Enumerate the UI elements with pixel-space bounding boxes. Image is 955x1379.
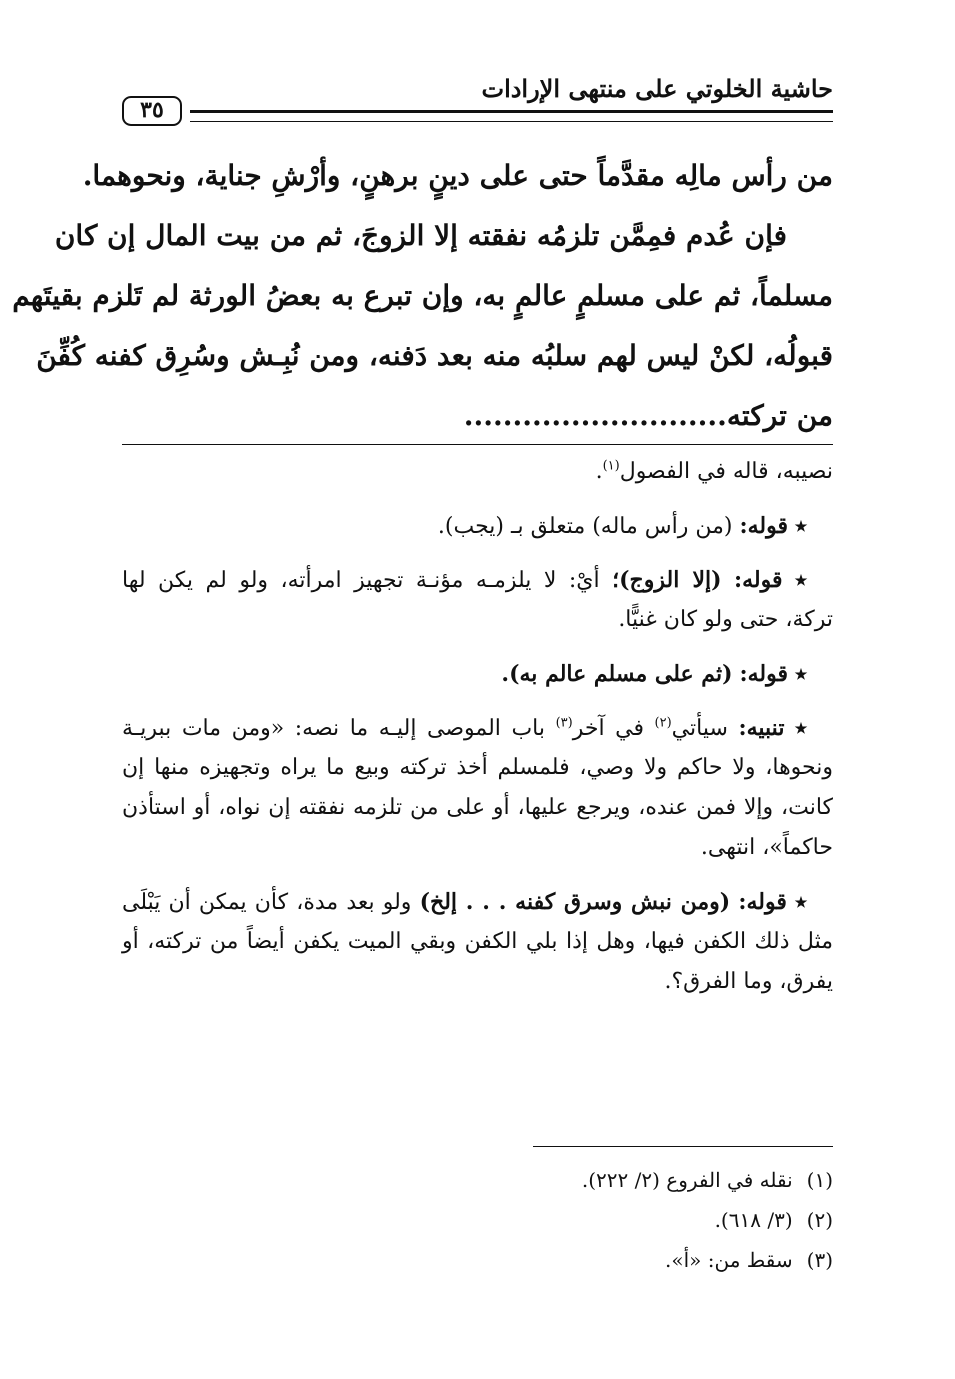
star-marker: ٭	[795, 715, 808, 741]
footnote-1	[122, 1160, 833, 1200]
footnote-ref-3: (٣)	[555, 715, 573, 731]
gap	[122, 546, 833, 560]
main-line-5-text: من تركته	[726, 399, 833, 432]
commentary-p5-a: سيأتي	[671, 716, 728, 741]
star-marker: ٭	[795, 513, 807, 539]
commentary-p5-line2: ونحوها، ولا حاكم ولا وصي، فلمسلم أخذ تركته وبيع ما يراه وتجهيزه منها إن	[122, 755, 833, 780]
footnote-number: (١)	[806, 1168, 833, 1192]
commentary-p1	[122, 452, 833, 492]
commentary-p6-line1	[122, 882, 833, 922]
leader-dots: ...........................	[463, 399, 727, 432]
footnote-ref-2: (٢)	[654, 715, 672, 731]
commentary-p2-text: (من رأس ماله) متعلق بـ (يجب).	[437, 514, 733, 539]
footnote-number: (٣)	[806, 1248, 833, 1272]
star-marker: ٭	[795, 567, 807, 593]
commentary-p3-text: أيْ: لا يلزمـه مؤنـة تجهيز امرأته، ولو لم يكن لها	[122, 568, 600, 593]
gap	[122, 868, 833, 882]
commentary-keyword: قوله:	[734, 567, 783, 593]
commentary-p5-line4: حاكماً»، انتهى.	[700, 835, 833, 860]
commentary-p1-end: .	[595, 459, 603, 484]
footnote-text: نقله في الفروع (٢/ ٢٢٢).	[581, 1168, 793, 1192]
commentary-p1-text: نصيبه، قاله في الفصول	[619, 459, 833, 484]
main-line-1: من رأس مالِه مقدَّماً حتى على دينٍ برهنٍ، وأرْشِ جناية، ونحوهما.	[82, 159, 833, 192]
commentary-p5-b: في آخر	[572, 716, 644, 741]
commentary-p3-line1	[122, 560, 833, 600]
footnote-ref-1: (١)	[602, 458, 620, 474]
header-rule	[190, 110, 833, 122]
commentary-p5-line3: كانت، وإلا فمن عنده، ويرجع عليها، أو على من تلزمه نفقته إن نواه، أو استأذن	[122, 795, 833, 820]
commentary-quote: (ومن نبش وسرق كفنه . . . إلخ)	[419, 889, 731, 915]
commentary-p3-line2: تركة، حتى ولو كان غنيًّا.	[618, 607, 833, 632]
footnote-text: سقط من: «أ».	[665, 1248, 793, 1272]
footnote-number: (٢)	[806, 1208, 833, 1232]
commentary-p5-line1	[122, 708, 833, 748]
commentary-keyword: قوله:	[738, 889, 787, 915]
star-marker: ٭	[795, 889, 808, 915]
footnote-text: (٣/ ٦١٨).	[714, 1208, 793, 1232]
commentary-p2	[122, 506, 833, 546]
gap	[122, 640, 833, 654]
main-line-3: مسلماً، ثم على مسلمٍ عالمٍ به، وإن تبرع به بعضُ الورثة لم تَلزم بقيتَهم	[12, 279, 833, 312]
footnote-3	[122, 1240, 833, 1280]
star-marker: ٭	[795, 661, 807, 687]
commentary-p5-c: باب الموصى إليـه ما نصه: «ومن مات ببريـة	[122, 716, 545, 741]
page-number: ٣٥	[122, 96, 182, 126]
main-line-4: قبولُه، لكنْ ليس لهم سلبُه منه بعد دَفنه، ومن نُبِـش وسُرِق كفنه كُفِّنَ	[36, 339, 833, 372]
text-commentary-divider	[122, 444, 833, 445]
commentary-p4	[122, 654, 833, 694]
main-line-5	[122, 386, 833, 446]
commentary-keyword: قوله:	[739, 513, 788, 539]
footnote-rule	[533, 1146, 833, 1147]
gap	[122, 694, 833, 708]
running-title: حاشية الخلوتي على منتهى الإرادات	[481, 74, 833, 103]
commentary-p6-text: ولو بعد مدة، كأن يمكن أن يَبْلَى	[122, 890, 412, 915]
footnote-2	[122, 1200, 833, 1240]
commentary-quote: (إلا الزوج)؛	[612, 567, 722, 593]
commentary	[122, 452, 833, 1002]
main-text	[12, 146, 833, 446]
main-line-2: فإن عُدم فمِمَّن تلزمُه نفقته إلا الزوجَ، ثم من بيت المال إن كان	[54, 219, 787, 252]
commentary-p6-line3: يفرق، وما الفرق؟.	[664, 969, 833, 994]
commentary-keyword: تنبيه:	[738, 715, 785, 741]
gap	[122, 492, 833, 506]
commentary-keyword: قوله:	[739, 661, 788, 687]
footnotes	[122, 1160, 833, 1280]
commentary-p6-line2: مثل ذلك الكفن فيها، وهل إذا بلي الكفن وبقي الميت يكفن أيضاً من تركته، أو	[122, 929, 833, 954]
commentary-p4-text: (ثم على مسلم عالم به).	[501, 661, 733, 687]
